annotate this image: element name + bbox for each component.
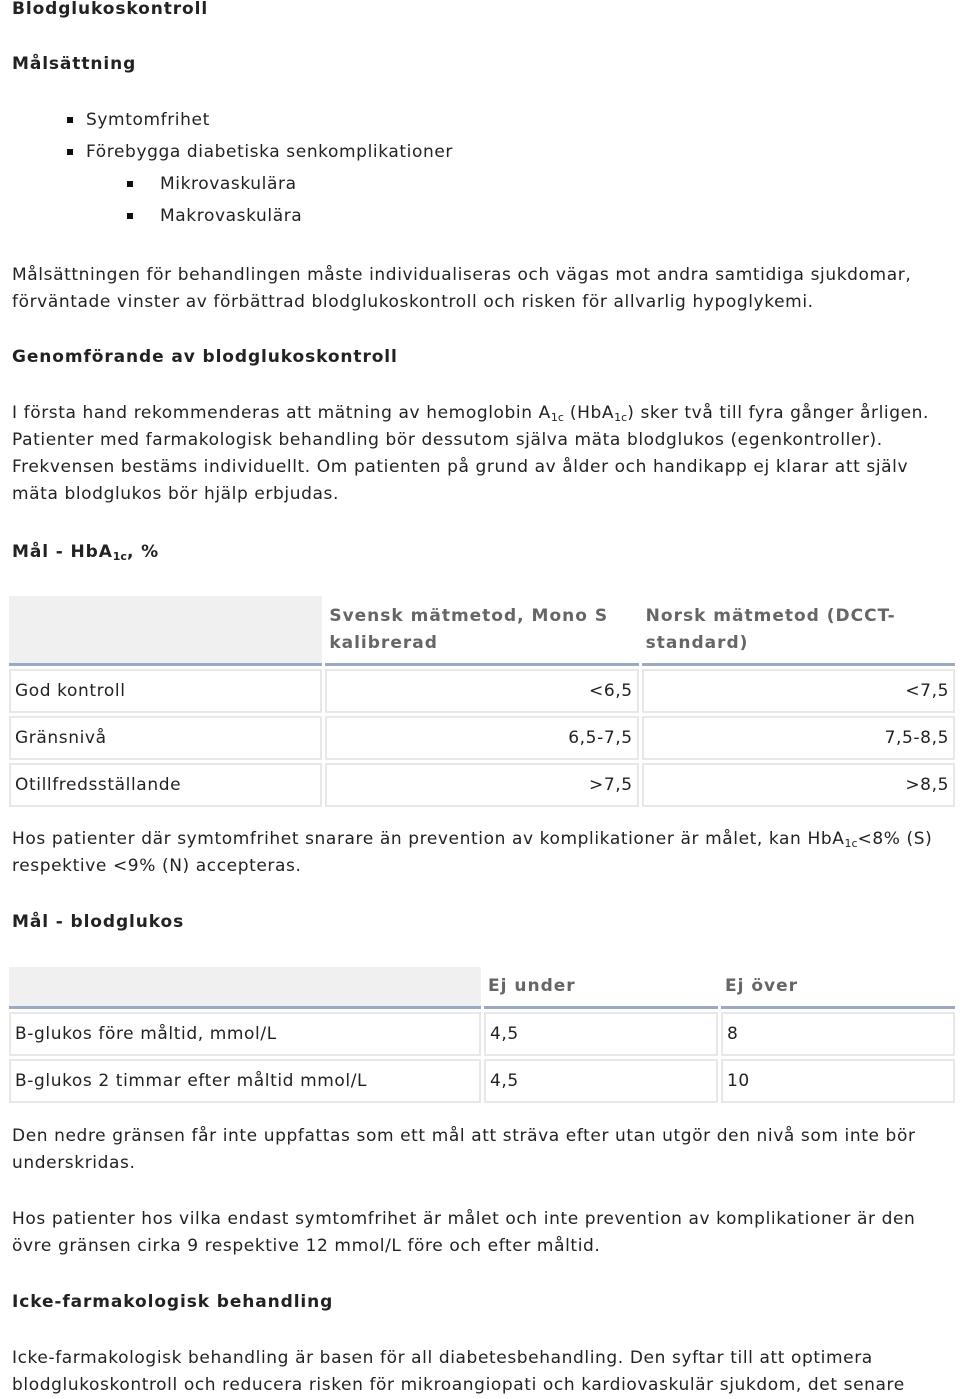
- header-empty-cell: [9, 967, 481, 1009]
- header-norwegian-method: Norsk mätmetod (DCCT-standard): [642, 596, 955, 666]
- section-heading-glucose: Mål - blodglukos: [12, 912, 185, 932]
- list-item-label: Förebygga diabetiska senkomplikationer: [86, 142, 453, 162]
- hba1c-note: [12, 826, 947, 880]
- implementation-text: I första hand rekommenderas att mätning av hemoglobin A: [12, 403, 551, 423]
- heading-text: Mål - HbA: [12, 542, 113, 562]
- value-norwegian: >8,5: [642, 763, 955, 807]
- row-label: B-glukos 2 timmar efter måltid mmol/L: [9, 1059, 481, 1103]
- section-heading-goals: Målsättning: [12, 54, 137, 74]
- list-item-label: Mikrovaskulära: [160, 174, 297, 194]
- list-item: [12, 168, 912, 200]
- header-swedish-method: Svensk mätmetod, Mono S kalibrerad: [325, 596, 638, 666]
- table-row: [9, 763, 955, 807]
- table-row: [9, 1012, 955, 1056]
- value-max: 10: [721, 1059, 955, 1103]
- note-text: <8% (S) respektive <9% (N) accepteras.: [12, 829, 933, 876]
- header-min: Ej under: [484, 967, 718, 1009]
- row-label: Gränsnivå: [9, 716, 322, 760]
- implementation-text: ) sker två till fyra gånger årligen. Patienter med farmakologisk behandling bör dessutom själva mäta blodglukos (egenkontroller). Frekvensen bestäms individuellt. Om patienten på grund av ålder och handikapp ej klarar att själv mäta blodglukos bör hjälp erbjudas.: [12, 403, 930, 504]
- value-swedish: <6,5: [325, 669, 638, 713]
- list-item-label: Symtomfrihet: [86, 110, 210, 130]
- list-item: [12, 200, 912, 232]
- header-max: Ej över: [721, 967, 955, 1009]
- implementation-paragraph: [12, 400, 947, 508]
- subscript: 1c: [844, 837, 858, 850]
- section-heading-hba1c: [12, 541, 159, 563]
- glucose-note-upper: Hos patienter hos vilka endast symtomfrihet är målet och inte prevention av komplikationer är den övre gränsen cirka 9 respektive 12 mmol/L före och efter måltid.: [12, 1209, 916, 1256]
- value-swedish: >7,5: [325, 763, 638, 807]
- glucose-note-lower: Den nedre gränsen får inte uppfattas som ett mål att sträva efter utan utgör den nivå som inte bör underskridas.: [12, 1126, 916, 1173]
- glucose-table: [6, 964, 958, 1106]
- header-empty-cell: [9, 596, 322, 666]
- value-min: 4,5: [484, 1012, 718, 1056]
- value-min: 4,5: [484, 1059, 718, 1103]
- list-item: [12, 136, 912, 168]
- value-norwegian: <7,5: [642, 669, 955, 713]
- goals-list: [12, 104, 912, 232]
- row-label: Otillfredsställande: [9, 763, 322, 807]
- row-label: God kontroll: [9, 669, 322, 713]
- heading-text: , %: [126, 542, 160, 562]
- subscript: 1c: [550, 411, 564, 424]
- goals-paragraph: Målsättningen för behandlingen måste individualiseras och vägas mot andra samtidiga sjukdomar, förväntade vinster av förbättrad blodglukoskontroll och risken för allvarlig hypoglykemi.: [12, 265, 912, 312]
- nonpharm-paragraph: Icke-farmakologisk behandling är basen för all diabetesbehandling. Den syftar till att optimera blodglukoskontroll och reducera risken för mikroangiopati och kardiovaskulär sjukdom, det senare: [12, 1348, 905, 1395]
- subscript: 1c: [614, 411, 628, 424]
- row-label: B-glukos före måltid, mmol/L: [9, 1012, 481, 1056]
- list-item: [12, 104, 912, 136]
- subscript: 1c: [112, 550, 127, 563]
- section-heading-implementation: Genomförande av blodglukoskontroll: [12, 347, 398, 367]
- hba1c-table: [6, 593, 958, 810]
- note-text: Hos patienter där symtomfrihet snarare än prevention av komplikationer är målet, kan HbA: [12, 829, 845, 849]
- table-header-row: [9, 967, 955, 1009]
- page-title: Blodglukoskontroll: [12, 0, 209, 19]
- table-row: [9, 1059, 955, 1103]
- value-swedish: 6,5-7,5: [325, 716, 638, 760]
- table-header-row: [9, 596, 955, 666]
- value-max: 8: [721, 1012, 955, 1056]
- implementation-text: (HbA: [563, 403, 615, 423]
- value-norwegian: 7,5-8,5: [642, 716, 955, 760]
- list-item-label: Makrovaskulära: [160, 206, 303, 226]
- table-row: [9, 669, 955, 713]
- table-row: [9, 716, 955, 760]
- section-heading-nonpharm: Icke-farmakologisk behandling: [12, 1292, 334, 1312]
